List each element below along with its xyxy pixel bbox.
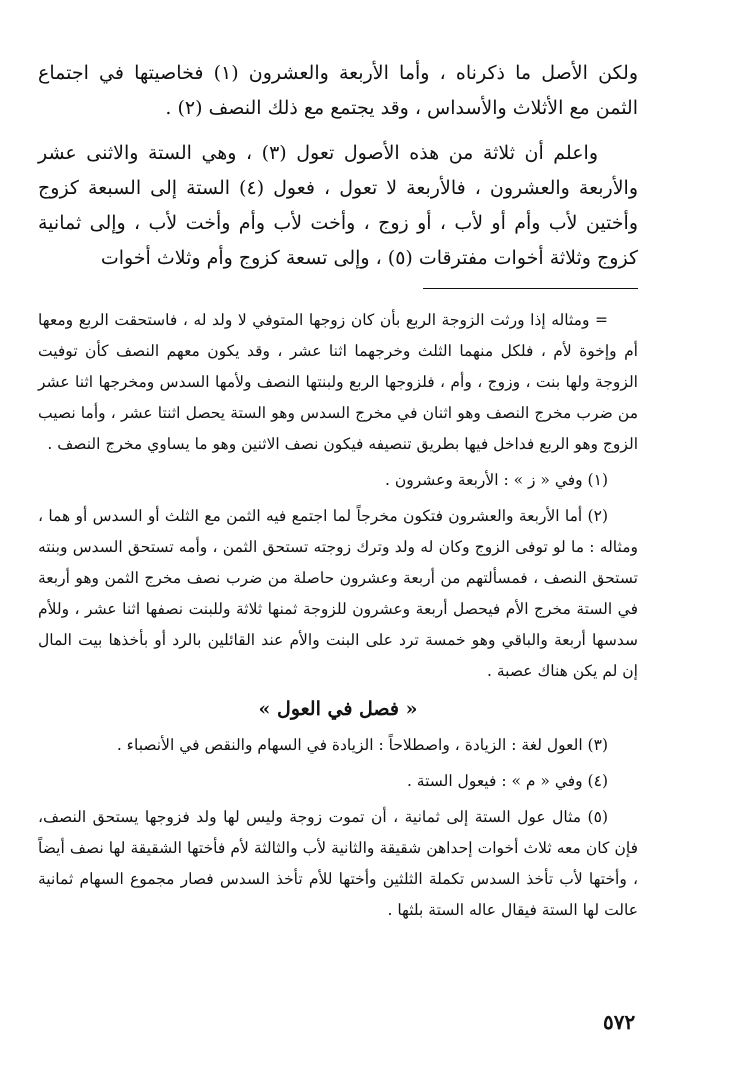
- footnote-4: (٤) وفي « م » : فيعول الستة .: [406, 772, 608, 790]
- main-paragraph: واعلم أن ثلاثة من هذه الأصول تعول (٣) ، وهي الستة والاثنى عشر والأربعة والعشرون ، فالأربعة لا تعول ، فعول (٤) الستة إلى السبعة كزوج وأختين لأب وأم أو لأب ، أو زوج ، وأخت لأب وأم وأخت لأب ، وإلى ثمانية كزوج وثلاثة أخوات مفترقات (٥) ، وإلى تسعة كزوج وأم وثلاث أخوات: [38, 142, 638, 269]
- footnote-2: (٢) أما الأربعة والعشرون فتكون مخرجاً لما اجتمع فيه الثمن مع الثلث أو السدس أو هما ، ومثاله : ما لو توفى الزوج وكان له ولد وترك زوجته تستحق الثمن ، وأمه تستحق السدس وبنته تستحق النصف ، فمسألتهم من أربعة وعشرون حاصلة من ضرب نصف مخرج الثمن وهو أربعة في الستة مخرج الأم فيحصل أربعة وعشرون للزوجة ثمنها ثلاثة وللبنت نصفها اثنا عشر ، وللأم سدسها أربعة والباقي وهو خمسة ترد على البنت والأم عند القائلين بالرد أو بأخذها بيت المال إن لم يكن هناك عصبة .: [38, 507, 638, 680]
- main-paragraph: ولكن الأصل ما ذكرناه ، وأما الأربعة والعشرون (١) فخاصيتها في اجتماع الثمن مع الأثلاث والأسداس ، وقد يجتمع مع ذلك النصف (٢) .: [38, 62, 638, 119]
- main-text: [38, 56, 638, 276]
- footnote-separator: [423, 288, 638, 289]
- footnotes: [38, 305, 638, 926]
- footnote-continued: = ومثاله إذا ورثت الزوجة الربع بأن كان زوجها المتوفي لا ولد له ، فاستحقت الربع ومعها أم وإخوة لأم ، فلكل منهما الثلث وخرجهما اثنا عشر ، وقد يكون معهم النصف كأن توفيت الزوجة ولها بنت ، وزوج ، وأم ، فلزوجها الربع ولبنتها النصف ولأمها السدس ومخرجها اثنا عشر من ضرب مخرج النصف وهو اثنان في مخرج السدس وهو الستة يحصل اثنتا عشر ، وأما نصيب الزوج وهو الربع فداخل فيها بطريق تنصيفه فيكون نصف الاثنين وهو ما يساوي مخرج النصف .: [38, 311, 638, 453]
- footnote-5: (٥) مثال عول الستة إلى ثمانية ، أن تموت زوجة وليس لها ولد فزوجها يستحق النصف، فإن كان معه ثلاث أخوات إحداهن شقيقة والثانية لأب والثالثة لأم فأختها الشقيقة لها نصف أيضاً ، وأختها لأب تأخذ السدس تكملة الثلثين وأختها للأم تأخذ السدس فصار مجموع السهام ثمانية عالت لها الستة فيقال عاله الستة بلثها .: [38, 808, 638, 919]
- section-heading: « فصل في العول »: [258, 698, 418, 720]
- footnote-1: (١) وفي « ز » : الأربعة وعشرون .: [385, 471, 608, 489]
- footnote-3: (٣) العول لغة : الزيادة ، واصطلاحاً : الزيادة في السهام والنقص في الأنصباء .: [116, 736, 608, 754]
- page-number: ٥٧٢: [603, 1010, 636, 1034]
- page-content: [38, 56, 638, 931]
